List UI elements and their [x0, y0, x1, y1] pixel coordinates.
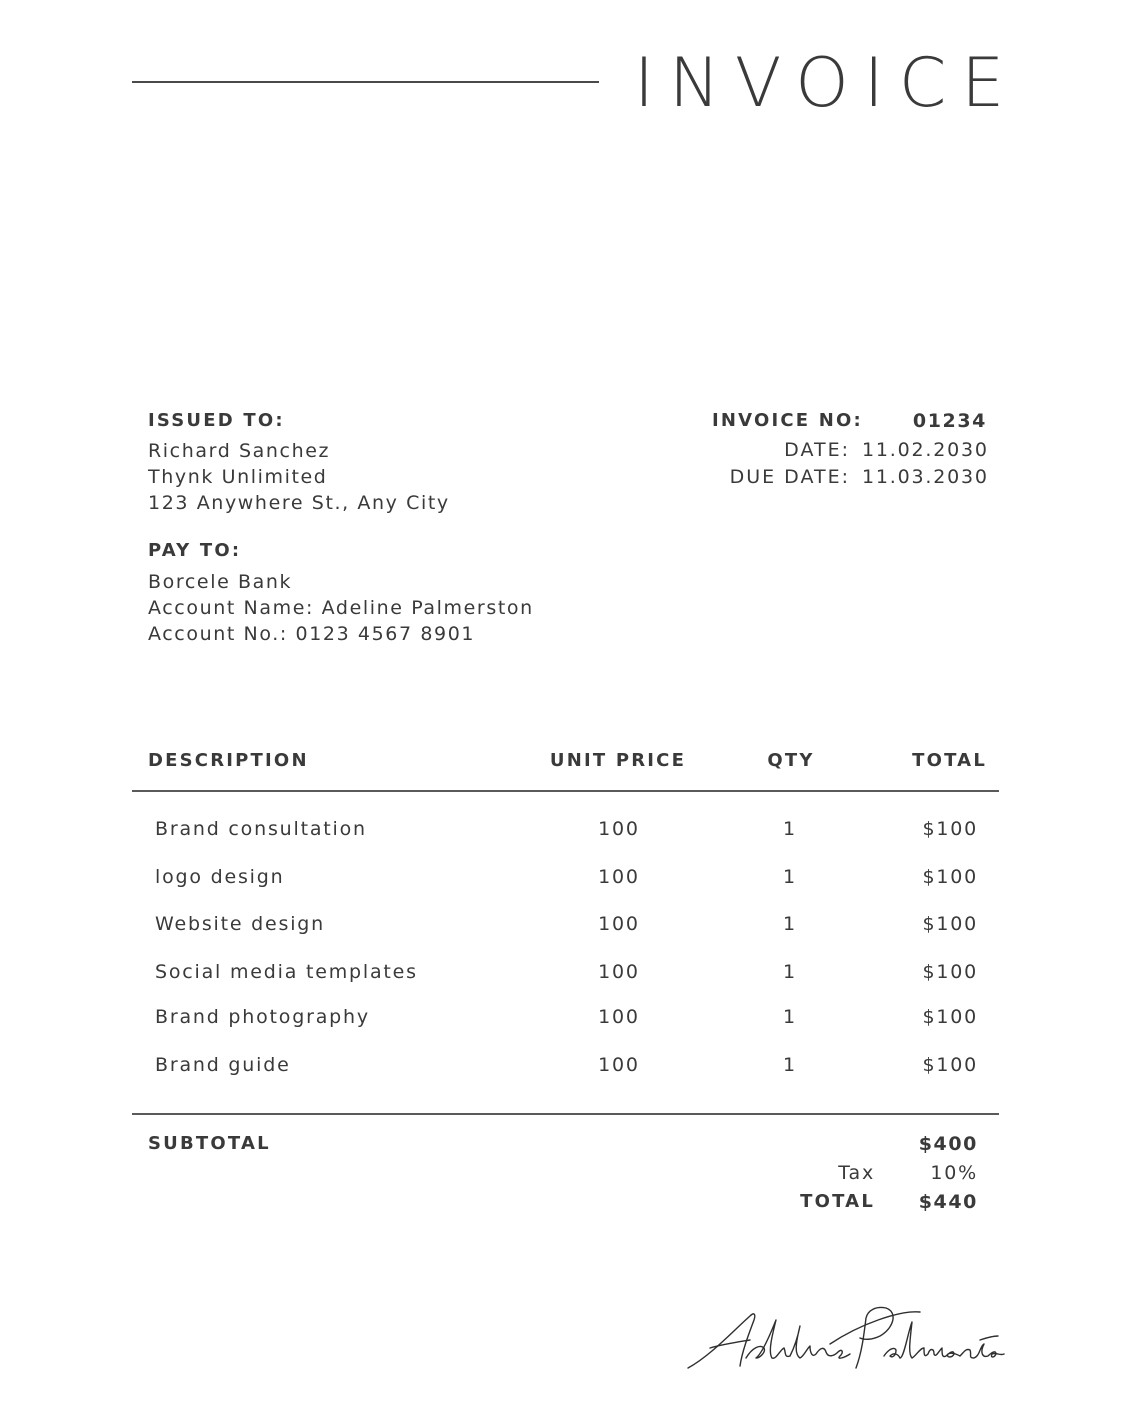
tax-value: 10% [930, 1162, 978, 1184]
row-qty: 1 [783, 818, 797, 840]
pay-to-account-name: Account Name: Adeline Palmerston [148, 597, 534, 619]
issued-to-company: Thynk Unlimited [148, 466, 328, 488]
table-footer-divider [132, 1113, 999, 1115]
row-qty: 1 [783, 1054, 797, 1076]
row-description: Website design [155, 913, 326, 935]
column-header-qty: QTY [767, 750, 815, 771]
column-header-description: DESCRIPTION [148, 750, 309, 771]
issued-to-name: Richard Sanchez [148, 440, 331, 462]
row-qty: 1 [783, 913, 797, 935]
row-total: $100 [922, 866, 978, 888]
total-value: $440 [918, 1191, 978, 1213]
invoice-no-value: 01234 [912, 410, 987, 432]
row-description: Social media templates [155, 961, 418, 983]
row-description: Brand guide [155, 1054, 291, 1076]
total-label: TOTAL [800, 1191, 875, 1212]
column-header-unit-price: UNIT PRICE [549, 750, 687, 771]
row-qty: 1 [783, 866, 797, 888]
invoice-no-label: INVOICE NO: [712, 410, 863, 431]
row-unit-price: 100 [598, 866, 640, 888]
row-qty: 1 [783, 961, 797, 983]
due-date-value: 11.03.2030 [862, 466, 989, 488]
column-header-total: TOTAL [912, 750, 987, 771]
row-description: logo design [155, 866, 285, 888]
due-date-label: DUE DATE: [729, 466, 850, 488]
row-unit-price: 100 [598, 1054, 640, 1076]
row-total: $100 [922, 1006, 978, 1028]
row-description: Brand photography [155, 1006, 370, 1028]
date-value: 11.02.2030 [862, 439, 989, 461]
signature [680, 1296, 1010, 1386]
row-total: $100 [922, 913, 978, 935]
row-qty: 1 [783, 1006, 797, 1028]
date-label: DATE: [784, 439, 850, 461]
header-divider [132, 81, 599, 83]
row-unit-price: 100 [598, 1006, 640, 1028]
issued-to-address: 123 Anywhere St., Any City [148, 492, 450, 514]
row-total: $100 [922, 961, 978, 983]
row-total: $100 [922, 1054, 978, 1076]
pay-to-bank: Borcele Bank [148, 571, 293, 593]
row-unit-price: 100 [598, 818, 640, 840]
row-total: $100 [922, 818, 978, 840]
page-title: INVOICE [634, 44, 1020, 123]
tax-label: Tax [838, 1162, 875, 1184]
issued-to-label: ISSUED TO: [148, 410, 285, 431]
pay-to-account-no: Account No.: 0123 4567 8901 [148, 623, 476, 645]
row-unit-price: 100 [598, 961, 640, 983]
subtotal-label: SUBTOTAL [148, 1133, 271, 1154]
row-unit-price: 100 [598, 913, 640, 935]
table-header-divider [132, 790, 999, 792]
row-description: Brand consultation [155, 818, 367, 840]
subtotal-value: $400 [918, 1133, 978, 1155]
pay-to-label: PAY TO: [148, 540, 242, 561]
